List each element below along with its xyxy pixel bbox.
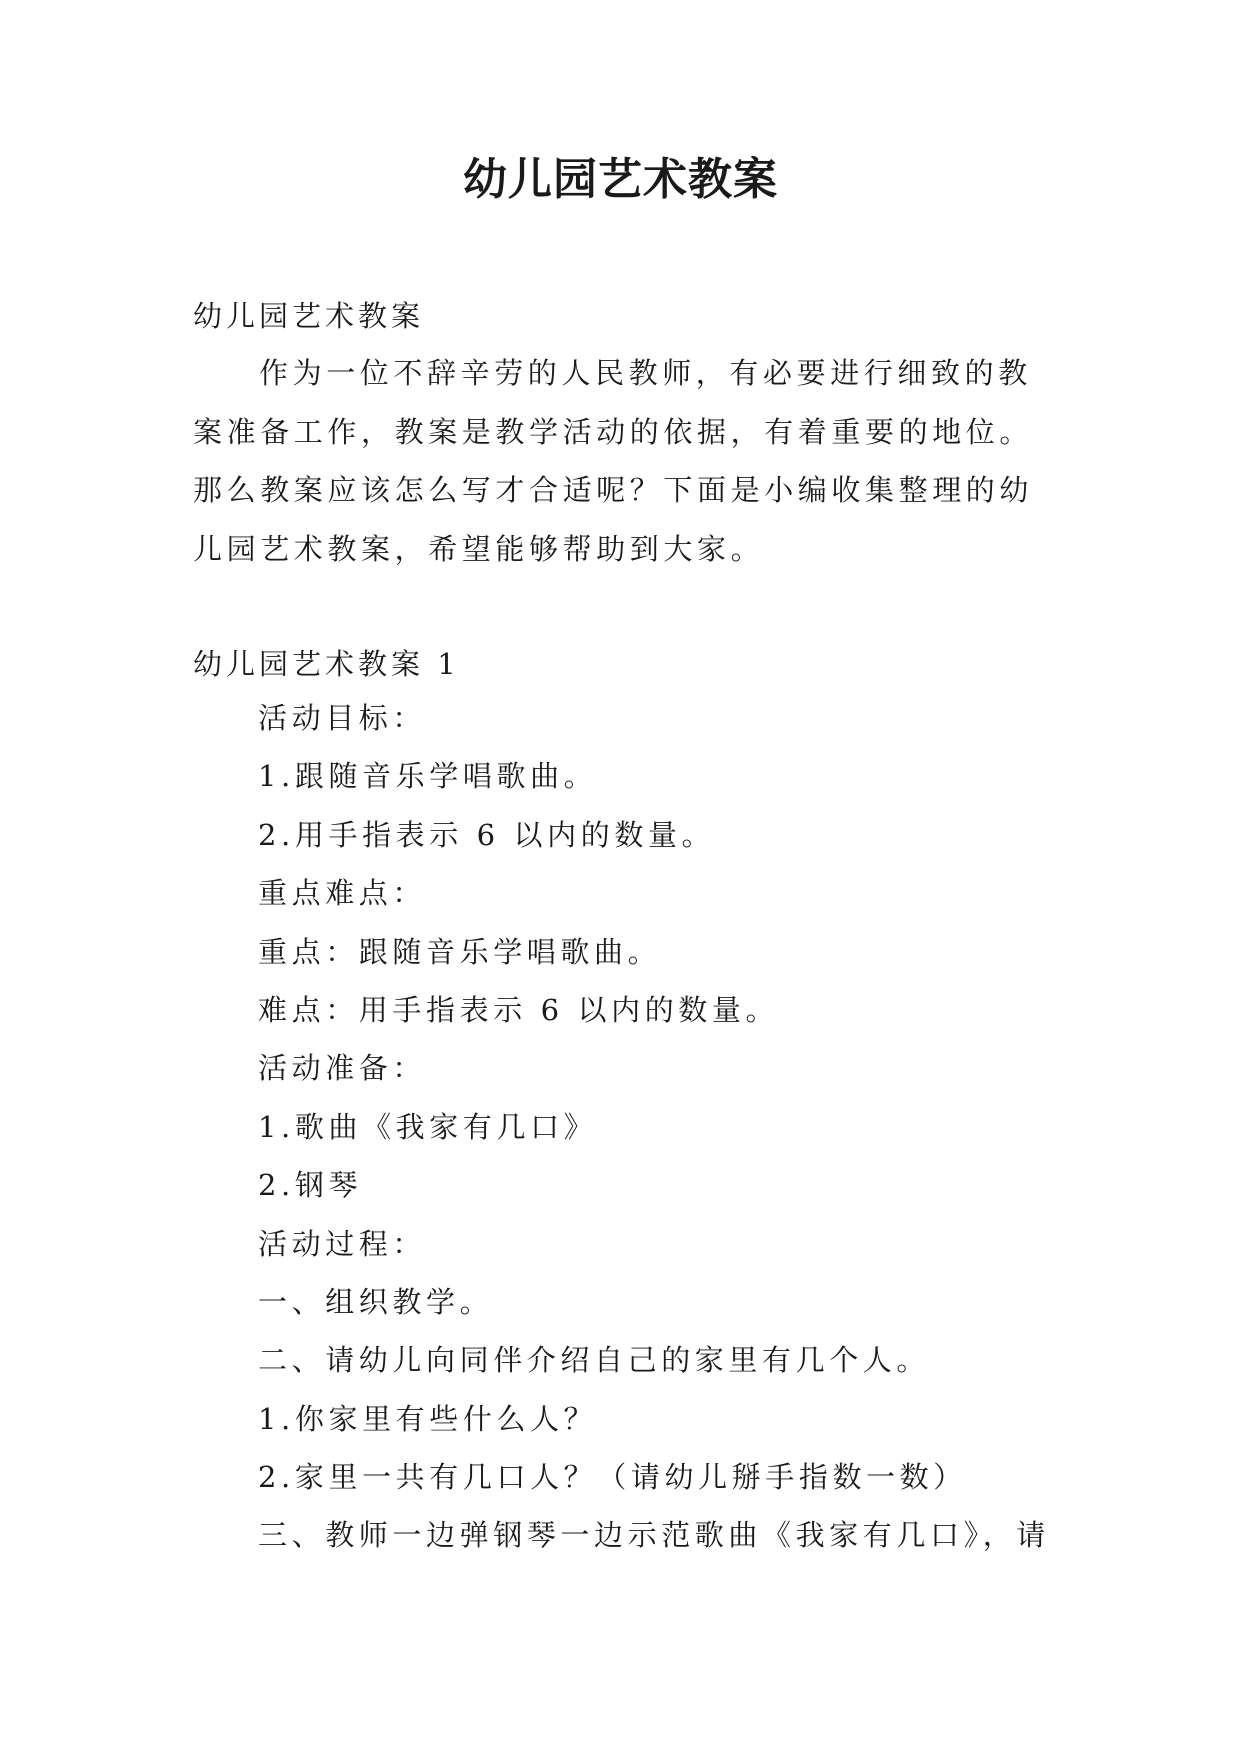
body-line: 2.钢琴: [258, 1168, 363, 1203]
body-line: 重点：跟随音乐学唱歌曲。: [258, 934, 662, 969]
body-line: 三、教师一边弹钢琴一边示范歌曲《我家有几口》，请: [258, 1518, 1050, 1553]
body-line: 活动准备：: [258, 1051, 427, 1086]
section-heading: 幼儿园艺术教案 1: [193, 647, 460, 681]
body-line: 难点：用手指表示 6 以内的数量。: [258, 992, 780, 1027]
body-line: 重点难点：: [258, 876, 427, 911]
lesson-body: [258, 694, 1068, 1570]
body-line: 1.跟随音乐学唱歌曲。: [258, 759, 598, 794]
body-line: 二、请幼儿向同伴介绍自己的家里有几个人。: [258, 1343, 931, 1378]
body-line: 1.歌曲《我家有几口》: [258, 1109, 598, 1144]
body-line: 一、组织教学。: [258, 1284, 494, 1319]
body-line: 活动过程：: [258, 1226, 427, 1261]
body-line: 活动目标：: [258, 701, 427, 735]
intro-paragraph: 作为一位不辞辛劳的人民教师，有必要进行细致的教案准备工作，教案是教学活动的依据，有着重要的地位。那么教案应该怎么写才合适呢？下面是小编收集整理的幼儿园艺术教案，希望能够帮助到大家。: [193, 356, 1034, 566]
document-subtitle: 幼儿园艺术教案: [193, 299, 425, 333]
body-line: 1.你家里有些什么人？: [258, 1401, 598, 1436]
document-title: 幼儿园艺术教案: [463, 154, 778, 205]
body-line: 2.用手指表示 6 以内的数量。: [258, 817, 716, 852]
body-line: 2.家里一共有几口人？（请幼儿掰手指数一数）: [258, 1460, 967, 1495]
